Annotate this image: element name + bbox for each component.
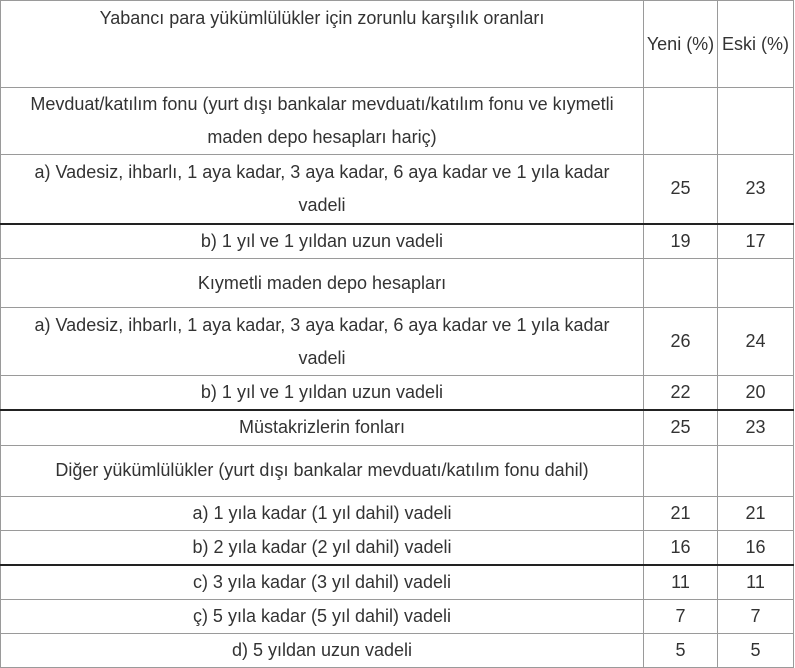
- row-old: [718, 88, 794, 155]
- row-new: 26: [644, 308, 718, 376]
- row-label: c) 3 yıla kadar (3 yıl dahil) vadeli: [1, 565, 644, 600]
- row-label: ç) 5 yıla kadar (5 yıl dahil) vadeli: [1, 599, 644, 633]
- table-row: [1, 565, 794, 600]
- row-new: [644, 88, 718, 155]
- row-old: 23: [718, 410, 794, 445]
- row-old: 5: [718, 633, 794, 667]
- header-label: Yabancı para yükümlülükler için zorunlu karşılık oranları: [1, 1, 644, 88]
- row-old: 21: [718, 496, 794, 530]
- table-row: [1, 633, 794, 667]
- row-label: a) Vadesiz, ihbarlı, 1 aya kadar, 3 aya kadar, 6 aya kadar ve 1 yıla kadar vadeli: [1, 155, 644, 224]
- table-row: [1, 599, 794, 633]
- row-new: 19: [644, 224, 718, 259]
- row-new: 11: [644, 565, 718, 600]
- row-old: 17: [718, 224, 794, 259]
- table-row: [1, 496, 794, 530]
- row-new: [644, 445, 718, 496]
- row-new: 22: [644, 376, 718, 411]
- row-new: 5: [644, 633, 718, 667]
- row-old: 7: [718, 599, 794, 633]
- table-row: [1, 530, 794, 565]
- row-old: [718, 445, 794, 496]
- header-row: [1, 1, 794, 88]
- row-new: 7: [644, 599, 718, 633]
- row-label: a) Vadesiz, ihbarlı, 1 aya kadar, 3 aya kadar, 6 aya kadar ve 1 yıla kadar vadeli: [1, 308, 644, 376]
- row-label: Kıymetli maden depo hesapları: [1, 259, 644, 308]
- row-label: Diğer yükümlülükler (yurt dışı bankalar mevduatı/katılım fonu dahil): [1, 445, 644, 496]
- row-old: 16: [718, 530, 794, 565]
- row-label: a) 1 yıla kadar (1 yıl dahil) vadeli: [1, 496, 644, 530]
- row-old: 11: [718, 565, 794, 600]
- row-label: b) 1 yıl ve 1 yıldan uzun vadeli: [1, 224, 644, 259]
- row-new: 21: [644, 496, 718, 530]
- row-label: d) 5 yıldan uzun vadeli: [1, 633, 644, 667]
- row-new: [644, 259, 718, 308]
- row-label: b) 2 yıla kadar (2 yıl dahil) vadeli: [1, 530, 644, 565]
- row-new: 25: [644, 155, 718, 224]
- table-row: [1, 155, 794, 224]
- row-new: 25: [644, 410, 718, 445]
- row-old: 24: [718, 308, 794, 376]
- section-row: [1, 410, 794, 445]
- row-label: Müstakrizlerin fonları: [1, 410, 644, 445]
- row-old: 23: [718, 155, 794, 224]
- row-new: 16: [644, 530, 718, 565]
- row-old: [718, 259, 794, 308]
- row-old: 20: [718, 376, 794, 411]
- row-label: b) 1 yıl ve 1 yıldan uzun vadeli: [1, 376, 644, 411]
- header-old: Eski (%): [718, 1, 794, 88]
- table-row: [1, 376, 794, 411]
- table-row: [1, 308, 794, 376]
- header-new: Yeni (%): [644, 1, 718, 88]
- table-row: [1, 224, 794, 259]
- section-row: [1, 88, 794, 155]
- section-row: [1, 259, 794, 308]
- row-label: Mevduat/katılım fonu (yurt dışı bankalar mevduatı/katılım fonu ve kıymetli maden depo hesapları hariç): [1, 88, 644, 155]
- section-row: [1, 445, 794, 496]
